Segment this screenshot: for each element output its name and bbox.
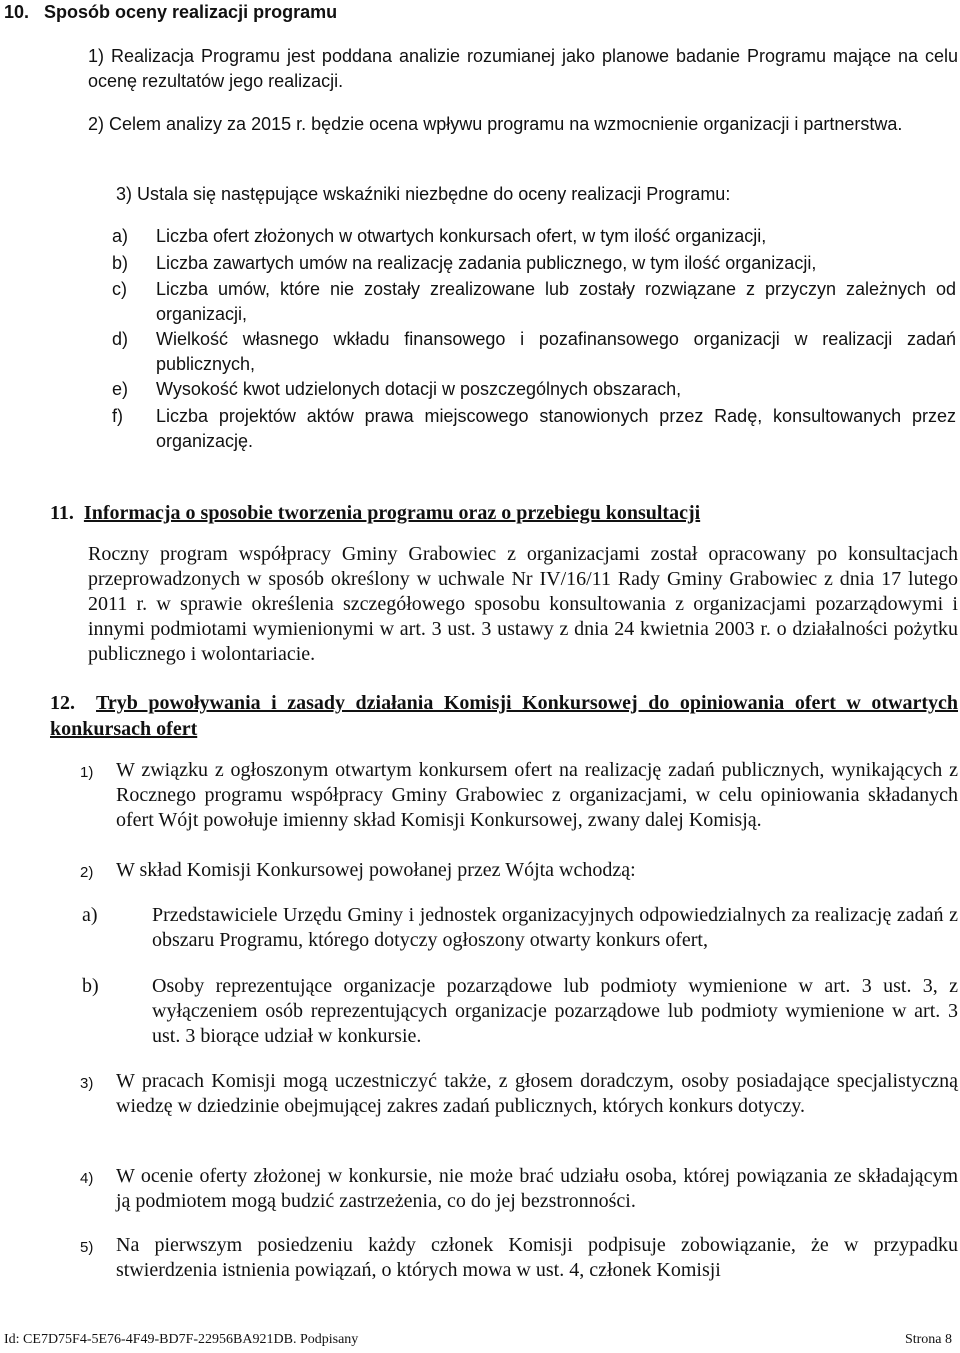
list-item — [112, 377, 956, 402]
list-label: f) — [112, 406, 123, 426]
list-label: a) — [82, 904, 98, 926]
list-item — [112, 327, 956, 377]
sublist-item — [82, 974, 958, 1049]
section-number: 11. — [50, 502, 74, 524]
paragraph: 1) Realizacja Programu jest poddana analizie rozumianej jako planowe badanie Programu mające na celu ocenę rezultatów jego realizacji. — [88, 46, 958, 91]
list-label: 5) — [80, 1239, 94, 1256]
list-text: Przedstawiciele Urzędu Gminy i jednostek organizacyjnych odpowiedzialnych za realizację zadań z obszaru Programu, którego dotyczy ogłoszony otwarty konkurs ofert, — [152, 904, 958, 951]
list-text: Liczba umów, które nie zostały zrealizowane lub zostały rozwiązane z przyczyn zależnych od organizacji, — [156, 279, 956, 324]
list-label: d) — [112, 329, 129, 349]
list-text: Liczba ofert złożonych w otwartych konkursach ofert, w tym ilość organizacji, — [156, 226, 767, 246]
paragraph: 2) Celem analizy za 2015 r. będzie ocena wpływu programu na wzmocnienie organizacji i partnerstwa. — [88, 114, 903, 134]
section-11-heading — [50, 500, 958, 526]
section-number: 10. — [4, 2, 30, 22]
list-item — [112, 224, 956, 249]
list-text: W skład Komisji Konkursowej powołanej przez Wójta wchodzą: — [116, 859, 636, 881]
list-item — [80, 1233, 958, 1283]
list-item — [80, 1164, 958, 1214]
section-12-heading — [50, 690, 958, 742]
list-text: W ocenie oferty złożonej w konkursie, nie może brać udziału osoba, której powiązania ze składającym ją podmiotem mogą budzić zastrzeżenia, co do jej bezstronności. — [116, 1165, 958, 1212]
list-item — [80, 758, 958, 833]
list-text: Liczba zawartych umów na realizację zadania publicznego, w tym ilość organizacji, — [156, 253, 817, 273]
section-title: Sposób oceny realizacji programu — [44, 2, 338, 22]
list-label: c) — [112, 279, 127, 299]
list-label: a) — [112, 226, 129, 246]
paragraph: Roczny program współpracy Gminy Grabowiec z organizacjami został opracowany po konsultacjach przeprowadzonych w sposób określony w uchwale Nr IV/16/11 Rady Gminy Grabowiec z dnia 17 lutego 2011 r. w sprawie określenia szczegółowego sposobu konsultowania z organizacjami pozarządowymi i innymi podmiotami wymienionymi w art. 3 ust. 3 ustawy z dnia 24 kwietnia 2003 r. o działalności pożytku publicznego i wolontariacie. — [88, 543, 958, 665]
list-label: 2) — [80, 864, 94, 881]
list-label: b) — [112, 253, 129, 273]
list-text: Na pierwszym posiedzeniu każdy członek Komisji podpisuje zobowiązanie, że w przypadku stwierdzenia istnienia powiązań, o których mowa w ust. 4, członek Komisji — [116, 1234, 958, 1281]
document-id: Id: CE7D75F4-5E76-4F49-BD7F-22956BA921DB. Podpisany — [4, 1332, 359, 1347]
list-text: Wielkość własnego wkładu finansowego i pozafinansowego organizacji w realizacji zadań publicznych, — [156, 329, 956, 374]
sublist-item — [82, 903, 958, 953]
page-number: Strona 8 — [904, 1332, 952, 1347]
list-label: b) — [82, 975, 99, 997]
list-text: Osoby reprezentujące organizacje pozarządowe lub podmioty wymienione w art. 3 ust. 3, z wyłączeniem osób reprezentujących organizacje pozarządowe lub podmioty wymienione w art. 3 ust. 3 biorące udział w konkursie. — [152, 975, 958, 1047]
list-item — [112, 251, 956, 276]
list-text: W pracach Komisji mogą uczestniczyć także, z głosem doradczym, osoby posiadające specjalistyczną wiedzę w dziedzinie obejmującej zakres zadań publicznych, których konkurs dotyczy. — [116, 1070, 958, 1117]
section-title: Informacja o sposobie tworzenia programu oraz o przebiegu konsultacji — [83, 502, 701, 524]
list-item — [80, 858, 958, 883]
section-10-heading — [4, 2, 337, 23]
list-label: 4) — [80, 1170, 94, 1187]
list-text: W związku z ogłoszonym otwartym konkursem ofert na realizację zadań publicznych, wynikających z Rocznego programu współpracy Gminy Grabowiec z organizacjami, w celu opiniowania składanych ofert Wójt powołuje imienny skład Komisji Konkursowej, zwany dalej Komisją. — [116, 759, 958, 831]
paragraph: 3) Ustala się następujące wskaźniki niezbędne do oceny realizacji Programu: — [116, 184, 731, 204]
list-item — [112, 277, 956, 327]
section-number: 12. — [50, 692, 75, 714]
list-text: Liczba projektów aktów prawa miejscowego stanowionych przez Radę, konsultowanych przez organizację. — [156, 406, 956, 451]
list-item — [112, 404, 956, 454]
list-label: e) — [112, 379, 129, 399]
list-label: 1) — [80, 764, 94, 781]
list-label: 3) — [80, 1075, 94, 1092]
list-text: Wysokość kwot udzielonych dotacji w poszczególnych obszarach, — [156, 379, 682, 399]
list-item — [80, 1069, 958, 1119]
section-title: Tryb powoływania i zasady działania Komisji Konkursowej do opiniowania ofert w otwartych konkursach ofert — [50, 692, 959, 740]
